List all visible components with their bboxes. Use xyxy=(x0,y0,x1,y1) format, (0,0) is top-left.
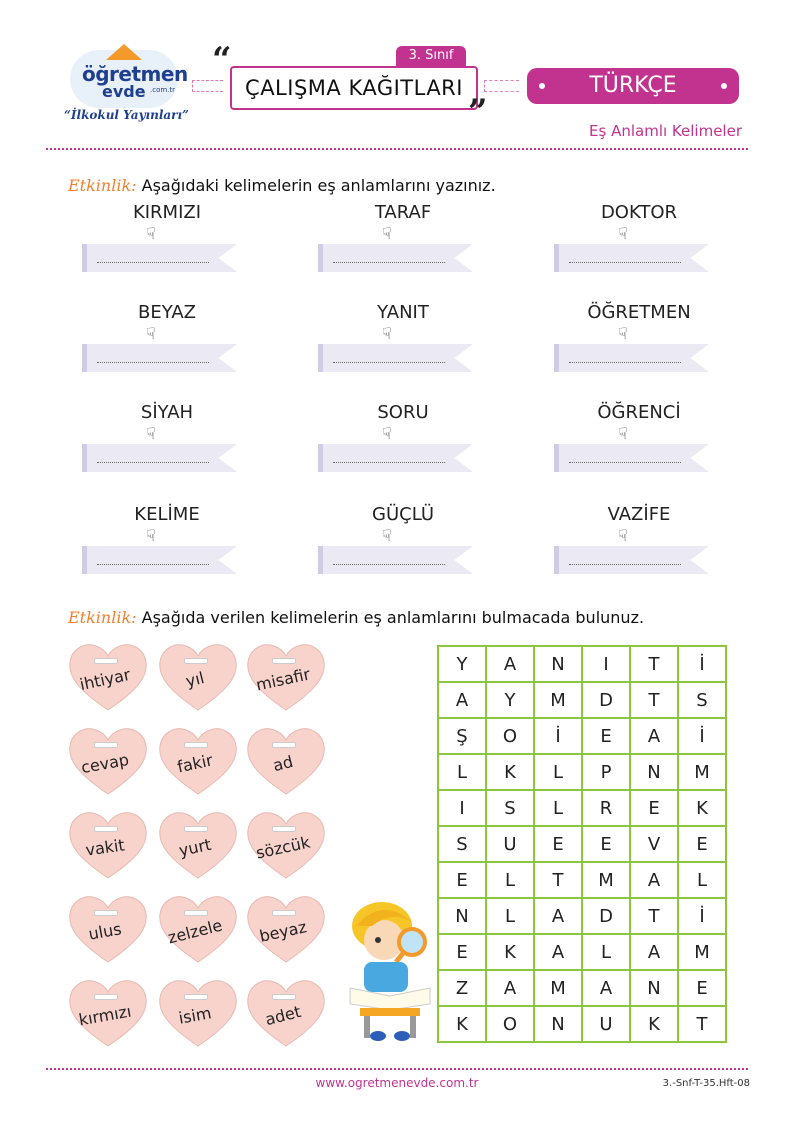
grid-cell[interactable]: D xyxy=(582,682,630,718)
grid-cell[interactable]: N xyxy=(630,754,678,790)
pointing-hand-icon: ☟ xyxy=(382,424,392,443)
grid-cell[interactable]: L xyxy=(582,934,630,970)
activity1-heading xyxy=(68,176,496,195)
pointing-hand-icon: ☟ xyxy=(618,526,628,545)
tape-decoration xyxy=(272,826,296,832)
grid-cell[interactable]: L xyxy=(534,754,582,790)
answer-field[interactable] xyxy=(554,444,709,472)
logo-text: öğretmen xyxy=(82,62,188,86)
word-label: SORU xyxy=(377,402,429,423)
pointing-hand-icon: ☟ xyxy=(146,224,156,243)
dotted-answer-line xyxy=(569,262,681,263)
grid-cell[interactable]: K xyxy=(678,790,726,826)
word-item xyxy=(554,302,724,343)
footer-divider xyxy=(46,1068,748,1070)
grid-cell[interactable]: İ xyxy=(678,898,726,934)
word-item xyxy=(82,402,252,443)
grid-cell[interactable]: E xyxy=(630,790,678,826)
logo-tagline: “İlkokul Yayınları” xyxy=(64,108,189,122)
tape-decoration xyxy=(272,910,296,916)
word-item xyxy=(554,504,724,545)
grid-cell[interactable]: A xyxy=(630,934,678,970)
grid-cell[interactable]: A xyxy=(486,970,534,1006)
subject-badge xyxy=(527,68,739,104)
word-item xyxy=(82,302,252,343)
grid-cell[interactable]: S xyxy=(678,682,726,718)
grid-cell[interactable]: I xyxy=(438,790,486,826)
grid-row xyxy=(438,718,726,754)
tape-decoration xyxy=(184,910,208,916)
grid-cell[interactable]: A xyxy=(438,682,486,718)
heart-word-card xyxy=(68,808,142,882)
word-item xyxy=(318,302,488,343)
heart-word-label: beyaz xyxy=(257,917,309,946)
pointing-hand-icon: ☟ xyxy=(382,224,392,243)
grid-cell[interactable]: T xyxy=(630,898,678,934)
tape-decoration xyxy=(184,826,208,832)
word-item xyxy=(318,202,488,243)
grid-row xyxy=(438,898,726,934)
tape-decoration xyxy=(94,742,118,748)
heart-word-card xyxy=(158,640,232,714)
grid-cell[interactable]: O xyxy=(486,1006,534,1042)
word-label: TARAF xyxy=(374,202,432,223)
activity-label: Etkinlik: xyxy=(68,608,137,627)
dotted-answer-line xyxy=(333,262,445,263)
grid-row xyxy=(438,1006,726,1042)
pointing-hand-icon: ☟ xyxy=(618,424,628,443)
word-label: YANIT xyxy=(377,302,429,323)
word-search-grid xyxy=(437,645,727,1043)
heart-word-card xyxy=(68,892,142,966)
child-icon xyxy=(342,896,438,1046)
word-label: DOKTOR xyxy=(600,202,678,223)
subject-label: TÜRKÇE xyxy=(589,73,677,98)
grid-cell[interactable]: R xyxy=(582,790,630,826)
heart-word-label: misafir xyxy=(254,664,312,695)
activity2-heading xyxy=(68,608,644,627)
grid-cell[interactable]: M xyxy=(534,970,582,1006)
heart-word-card xyxy=(246,808,320,882)
word-label: ÖĞRENCİ xyxy=(597,402,681,423)
heart-word-label: cevap xyxy=(79,749,131,778)
pointing-hand-icon: ☟ xyxy=(146,324,156,343)
grid-cell[interactable]: A xyxy=(630,862,678,898)
tape-decoration xyxy=(184,658,208,664)
answer-field[interactable] xyxy=(82,344,237,372)
word-item xyxy=(318,504,488,545)
dotted-answer-line xyxy=(569,362,681,363)
arrow-left-decoration xyxy=(192,80,223,92)
dotted-answer-line xyxy=(97,362,209,363)
tape-decoration xyxy=(184,994,208,1000)
grid-cell[interactable]: E xyxy=(438,934,486,970)
arrow-right-decoration xyxy=(484,80,519,92)
heart-word-label: yıl xyxy=(183,668,207,691)
heart-word-label: zelzele xyxy=(165,915,225,948)
word-label: ÖĞRETMEN xyxy=(587,302,691,323)
heart-word-card xyxy=(246,640,320,714)
answer-field[interactable] xyxy=(554,546,709,574)
word-item xyxy=(554,202,724,243)
heart-word-label: fakir xyxy=(175,750,215,777)
grid-row xyxy=(438,970,726,1006)
grid-cell[interactable]: L xyxy=(486,862,534,898)
dotted-answer-line xyxy=(333,362,445,363)
grid-cell[interactable]: Ş xyxy=(438,718,486,754)
grid-cell[interactable]: N xyxy=(630,970,678,1006)
pointing-hand-icon: ☟ xyxy=(618,324,628,343)
grid-cell[interactable]: N xyxy=(534,1006,582,1042)
grid-cell[interactable]: N xyxy=(438,898,486,934)
grid-cell[interactable]: Y xyxy=(486,682,534,718)
grid-cell[interactable]: E xyxy=(678,826,726,862)
tape-decoration xyxy=(272,742,296,748)
tape-decoration xyxy=(94,994,118,1000)
answer-field[interactable] xyxy=(82,444,237,472)
worksheet-title-box xyxy=(230,66,478,110)
grid-cell[interactable]: E xyxy=(534,826,582,862)
grid-cell[interactable]: K xyxy=(486,754,534,790)
word-label: KIRMIZI xyxy=(132,202,202,223)
tape-decoration xyxy=(94,658,118,664)
grid-row xyxy=(438,646,726,682)
activity-instruction: Aşağıdaki kelimelerin eş anlamlarını yazınız. xyxy=(141,176,496,195)
grid-cell[interactable]: O xyxy=(486,718,534,754)
grid-cell[interactable]: T xyxy=(630,682,678,718)
answer-field[interactable] xyxy=(554,344,709,372)
answer-field[interactable] xyxy=(318,244,473,272)
logo-domain: .com.tr xyxy=(150,86,176,94)
grid-cell[interactable]: M xyxy=(678,934,726,970)
grid-cell[interactable]: Y xyxy=(438,646,486,682)
grid-cell[interactable]: T xyxy=(678,1006,726,1042)
answer-field[interactable] xyxy=(554,244,709,272)
grid-cell[interactable]: İ xyxy=(678,646,726,682)
grid-cell[interactable]: L xyxy=(438,754,486,790)
heart-word-label: kırmızı xyxy=(77,1001,133,1030)
footer-url[interactable]: www.ogretmenevde.com.tr xyxy=(315,1076,479,1090)
answer-field[interactable] xyxy=(318,444,473,472)
word-item xyxy=(82,504,252,545)
grid-row xyxy=(438,826,726,862)
activity-label: Etkinlik: xyxy=(68,176,137,195)
grid-cell[interactable]: U xyxy=(582,1006,630,1042)
activity-instruction: Aşağıda verilen kelimelerin eş anlamlarını bulmacada bulunuz. xyxy=(141,608,645,627)
grid-cell[interactable]: D xyxy=(582,898,630,934)
grid-cell[interactable]: T xyxy=(534,862,582,898)
heart-word-card xyxy=(68,976,142,1050)
heart-word-card xyxy=(158,724,232,798)
grid-cell[interactable]: T xyxy=(630,646,678,682)
worksheet-title: ÇALIŞMA KAĞITLARI xyxy=(245,76,463,100)
pointing-hand-icon: ☟ xyxy=(146,526,156,545)
heart-word-label: adet xyxy=(263,1001,303,1030)
heart-word-label: ulus xyxy=(87,919,123,944)
word-item xyxy=(318,402,488,443)
heart-word-label: yurt xyxy=(177,834,213,861)
grid-cell[interactable]: A xyxy=(486,646,534,682)
heart-word-label: vakit xyxy=(84,835,126,860)
grid-cell[interactable]: M xyxy=(678,754,726,790)
grid-cell[interactable]: E xyxy=(678,970,726,1006)
divider xyxy=(46,148,748,150)
tape-decoration xyxy=(94,910,118,916)
grid-cell[interactable]: E xyxy=(582,718,630,754)
word-label: GÜÇLÜ xyxy=(372,504,434,525)
grid-cell[interactable]: V xyxy=(630,826,678,862)
heart-word-card xyxy=(68,640,142,714)
close-quote: ” xyxy=(468,92,488,132)
heart-word-label: isim xyxy=(177,1003,213,1028)
grade-badge: 3. Sınıf xyxy=(396,46,466,66)
grid-cell[interactable]: I xyxy=(582,646,630,682)
grid-cell[interactable]: N xyxy=(534,646,582,682)
grid-cell[interactable]: E xyxy=(582,826,630,862)
pointing-hand-icon: ☟ xyxy=(382,324,392,343)
grid-cell[interactable]: S xyxy=(438,826,486,862)
publisher-logo xyxy=(60,40,200,130)
tape-decoration xyxy=(272,658,296,664)
grid-cell[interactable]: L xyxy=(486,898,534,934)
word-item xyxy=(554,402,724,443)
grid-cell[interactable]: A xyxy=(582,970,630,1006)
tape-decoration xyxy=(184,742,208,748)
grid-row xyxy=(438,754,726,790)
dotted-answer-line xyxy=(333,564,445,565)
heart-word-label: ihtiyar xyxy=(78,664,132,695)
tape-decoration xyxy=(94,826,118,832)
pointing-hand-icon: ☟ xyxy=(146,424,156,443)
heart-word-card xyxy=(158,976,232,1050)
grid-cell[interactable]: S xyxy=(486,790,534,826)
answer-field[interactable] xyxy=(318,546,473,574)
grid-cell[interactable]: Z xyxy=(438,970,486,1006)
grid-cell[interactable]: K xyxy=(486,934,534,970)
grid-cell[interactable]: K xyxy=(630,1006,678,1042)
grid-cell[interactable]: İ xyxy=(678,718,726,754)
heart-word-card xyxy=(68,724,142,798)
dotted-answer-line xyxy=(97,262,209,263)
open-quote: “ xyxy=(212,40,232,80)
dotted-answer-line xyxy=(569,564,681,565)
grid-cell[interactable]: L xyxy=(534,790,582,826)
dotted-answer-line xyxy=(569,462,681,463)
answer-field[interactable] xyxy=(318,344,473,372)
pointing-hand-icon: ☟ xyxy=(618,224,628,243)
grid-cell[interactable]: P xyxy=(582,754,630,790)
grid-cell[interactable]: A xyxy=(534,898,582,934)
word-item xyxy=(82,202,252,243)
grid-row xyxy=(438,862,726,898)
topic-title: Eş Anlamlı Kelimeler xyxy=(589,122,742,140)
logo-text-2: evde xyxy=(102,82,146,101)
grid-cell[interactable]: K xyxy=(438,1006,486,1042)
answer-field[interactable] xyxy=(82,244,237,272)
heart-word-card xyxy=(158,808,232,882)
grid-row xyxy=(438,790,726,826)
child-reading-illustration xyxy=(342,896,438,1046)
grid-cell[interactable]: U xyxy=(486,826,534,862)
grid-cell[interactable]: M xyxy=(582,862,630,898)
grid-cell[interactable]: M xyxy=(534,682,582,718)
grid-cell[interactable]: E xyxy=(438,862,486,898)
tape-decoration xyxy=(272,994,296,1000)
grid-cell[interactable]: L xyxy=(678,862,726,898)
heart-word-card xyxy=(246,892,320,966)
footer-code: 3.-Snf-T-35.Hft-08 xyxy=(662,1078,750,1089)
heart-word-card xyxy=(246,976,320,1050)
grid-cell[interactable]: A xyxy=(630,718,678,754)
heart-word-card xyxy=(246,724,320,798)
pointing-hand-icon: ☟ xyxy=(382,526,392,545)
word-label: SİYAH xyxy=(140,402,194,423)
word-label: KELİME xyxy=(134,504,200,525)
grid-cell[interactable]: İ xyxy=(534,718,582,754)
heart-word-label: sözcük xyxy=(254,832,312,863)
dotted-answer-line xyxy=(333,462,445,463)
heart-word-card xyxy=(158,892,232,966)
grid-row xyxy=(438,682,726,718)
dotted-answer-line xyxy=(97,462,209,463)
word-label: VAZİFE xyxy=(607,504,671,525)
dotted-answer-line xyxy=(97,564,209,565)
word-label: BEYAZ xyxy=(138,302,196,323)
answer-field[interactable] xyxy=(82,546,237,574)
grid-cell[interactable]: A xyxy=(534,934,582,970)
heart-word-label: ad xyxy=(271,751,295,776)
grid-row xyxy=(438,934,726,970)
